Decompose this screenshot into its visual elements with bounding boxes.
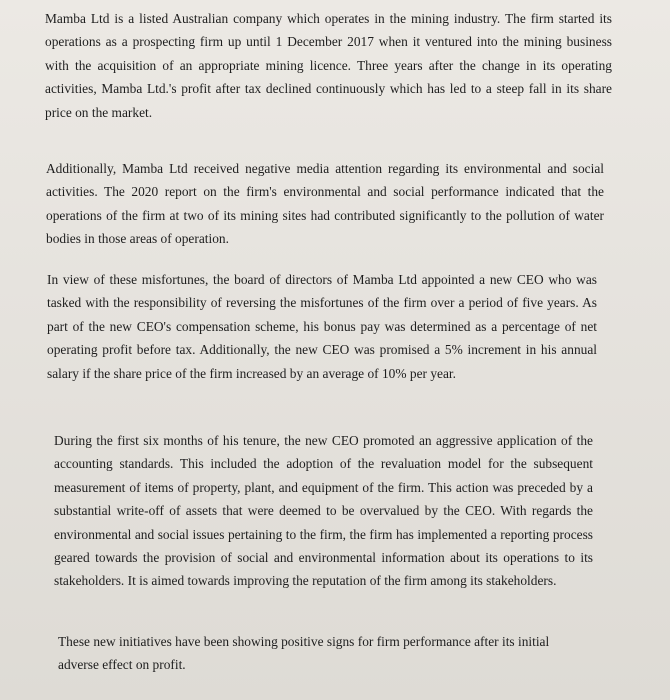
paragraph-ceo-actions: During the first six months of his tenure, the new CEO promoted an aggressive application of the accounting standards. This included the adoption of the revaluation model for the subsequent measurement of items of property, plant, and equipment of the firm. This action was preceded by a substantial write-off of assets that were deemed to be overvalued by the CEO. With regards the environmental and social issues pertaining to the firm, the firm has implemented a reporting process geared towards the provision of social and environmental information about its operations to its stakeholders. It is aimed towards improving the reputation of the firm among its stakeholders. <box>54 433 593 589</box>
paragraph-media-attention: Additionally, Mamba Ltd received negative media attention regarding its environmental and social activities. The 2020 report on the firm's environmental and social performance indicated that the operations of the firm at two of its mining sites had contributed significantly to the pollution of water bodies in those areas of operation. <box>46 161 604 247</box>
paragraph-company-background: Mamba Ltd is a listed Australian company which operates in the mining industry. The firm started its operations as a prospecting firm up until 1 December 2017 when it ventured into the mining business with the acquisition of an appropriate mining licence. Three years after the change in its operating activities, Mamba Ltd.'s profit after tax declined continuously which has led to a steep fall in its share price on the market. <box>45 11 612 120</box>
paragraph-new-ceo: In view of these misfortunes, the board of directors of Mamba Ltd appointed a new CEO who was tasked with the responsibility of reversing the misfortunes of the firm over a period of five years. As part of the new CEO's compensation scheme, his bonus pay was determined as a percentage of net operating profit before tax. Additionally, the new CEO was promised a 5% increment in his annual salary if the share price of the firm increased by an average of 10% per year. <box>47 272 597 381</box>
paragraph-initiatives-outcome: These new initiatives have been showing positive signs for firm performance after its initial adverse effect on profit. <box>58 634 550 673</box>
